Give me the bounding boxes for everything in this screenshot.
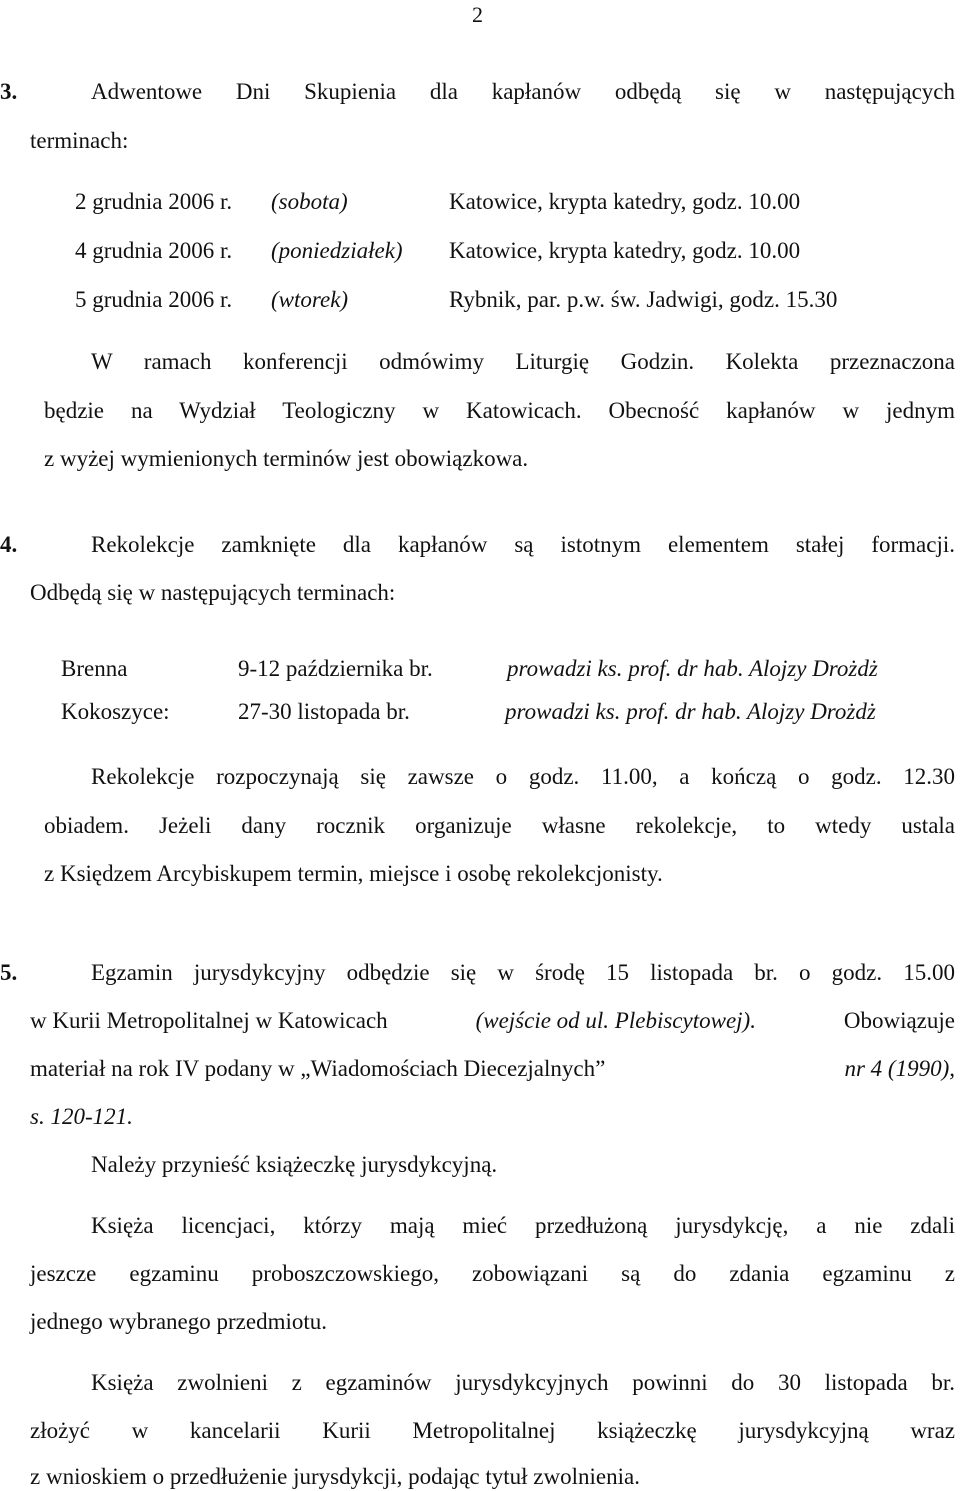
schedule-day: (wtorek): [271, 287, 349, 312]
section-4-note-line: Rekolekcje rozpoczynają się zawsze o godz. 11.00, a kończą o godz. 12.30: [91, 764, 955, 789]
licentiate-line: Księża licencjaci, którzy mają mieć przedłużoną jurysdykcję, a nie zdali: [91, 1213, 955, 1238]
exempt-line: Księża zwolnieni z egzaminów jurysdykcyjnych powinni do 30 listopada br.: [91, 1370, 955, 1395]
schedule-day: (sobota): [271, 189, 348, 214]
section-3-heading: Adwentowe Dni Skupienia dla kapłanów odbędą się w następujących: [91, 79, 955, 104]
section-4-note-line: obiadem. Jeżeli dany rocznik organizuje własne rekolekcje, to wtedy ustala: [44, 813, 955, 838]
section-5-line: [30, 1009, 955, 1032]
kuria-text: w Kurii Metropolitalnej w Katowicach: [30, 1008, 388, 1033]
section-4-heading: Rekolekcje zamknięte dla kapłanów są istotnym elementem stałej formacji.: [91, 532, 955, 557]
licentiate-line: jednego wybranego przedmiotu.: [30, 1309, 327, 1334]
retreat-dates: 27-30 listopada br.: [238, 699, 410, 724]
section-4-number: 4.: [0, 532, 18, 557]
schedule-date: 4 grudnia 2006 r.: [75, 238, 233, 263]
section-5-number: 5.: [0, 960, 18, 985]
schedule-date: 5 grudnia 2006 r.: [75, 287, 233, 312]
exempt-line: z wnioskiem o przedłużenie jurysdykcji, podając tytuł zwolnienia.: [30, 1464, 640, 1489]
issue-reference: nr 4 (1990),: [844, 1056, 955, 1081]
retreat-place: Kokoszyce:: [61, 699, 170, 724]
schedule-place: Rybnik, par. p.w. św. Jadwigi, godz. 15.30: [449, 287, 838, 312]
page-reference: s. 120-121.: [30, 1104, 133, 1129]
entrance-note: (wejście od ul. Plebiscytowej).: [475, 1008, 756, 1033]
bring-booklet-note: Należy przynieść książeczkę jurysdykcyjną.: [91, 1152, 498, 1177]
section-3-note-line: będzie na Wydział Teologiczny w Katowicach. Obecność kapłanów w jednym: [44, 398, 955, 423]
section-4-heading-cont: Odbędą się w następujących terminach:: [30, 580, 396, 605]
schedule-place: Katowice, krypta katedry, godz. 10.00: [449, 189, 801, 214]
retreat-leader: prowadzi ks. prof. dr hab. Alojzy Drożdż: [505, 699, 876, 724]
obligation-text: Obowiązuje: [843, 1008, 955, 1033]
section-4-note-line: z Księdzem Arcybiskupem termin, miejsce i osobę rekolekcjonisty.: [44, 861, 663, 886]
section-3-note-line: z wyżej wymienionych terminów jest obowiązkowa.: [44, 446, 529, 471]
licentiate-line: jeszcze egzaminu proboszczowskiego, zobowiązani są do zdania egzaminu z: [30, 1261, 955, 1286]
schedule-day: (poniedziałek): [271, 238, 403, 263]
retreat-dates: 9-12 października br.: [238, 656, 433, 681]
section-3-number: 3.: [0, 79, 18, 104]
material-text: materiał na rok IV podany w „Wiadomościach Diecezjalnych”: [30, 1056, 606, 1081]
retreat-leader: prowadzi ks. prof. dr hab. Alojzy Drożdż: [507, 656, 878, 681]
section-3-note-line: W ramach konferencji odmówimy Liturgię Godzin. Kolekta przeznaczona: [91, 349, 955, 374]
retreat-place: Brenna: [61, 656, 128, 681]
schedule-place: Katowice, krypta katedry, godz. 10.00: [449, 238, 801, 263]
exempt-line: złożyć w kancelarii Kurii Metropolitalnej książeczkę jurysdykcyjną wraz: [30, 1418, 955, 1443]
page-number: 2: [472, 2, 483, 27]
schedule-date: 2 grudnia 2006 r.: [75, 189, 233, 214]
section-5-line: Egzamin jurysdykcyjny odbędzie się w środę 15 listopada br. o godz. 15.00: [91, 960, 955, 985]
section-5-line: [30, 1057, 955, 1080]
section-3-heading-cont: terminach:: [30, 128, 129, 153]
